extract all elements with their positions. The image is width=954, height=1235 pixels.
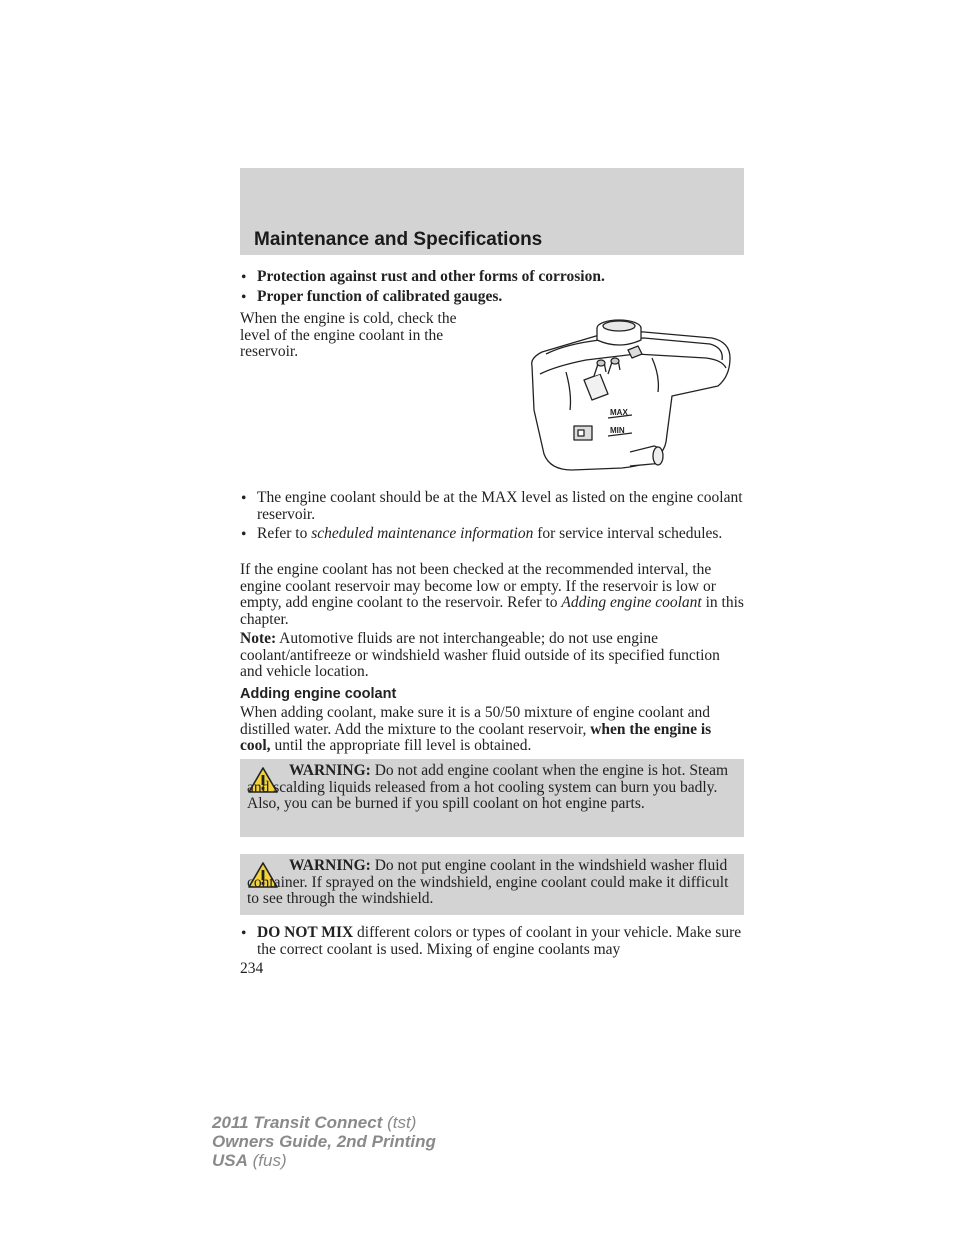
bullet-max-level: The engine coolant should be at the MAX level as listed on the engine coolant reservoir. (257, 489, 743, 523)
bullet-do-not-mix: DO NOT MIX different colors or types of coolant in your vehicle. Make sure the correct coolant is used. Mixing of engine coolants may (257, 924, 742, 958)
bullet-rust-protection: Protection against rust and other forms of corrosion. (257, 268, 605, 285)
min-level-label: MIN (610, 426, 625, 435)
footer-line-3: USA (fus) (212, 1151, 287, 1170)
warning-box-washer-fluid (240, 854, 744, 915)
section-header (240, 168, 744, 255)
footer-line-2: Owners Guide, 2nd Printing (212, 1132, 436, 1151)
document-footer (212, 1113, 436, 1170)
bullet-maintenance-reference: Refer to scheduled maintenance information for service interval schedules. (257, 525, 723, 542)
warning-label: WARNING: (289, 857, 371, 874)
coolant-reservoir-illustration (526, 314, 736, 472)
bullet-symbol: • (241, 289, 247, 306)
section-title: Maintenance and Specifications (254, 229, 543, 250)
warning-box-hot-engine (240, 759, 744, 837)
maintenance-info-reference: scheduled maintenance information (311, 525, 534, 542)
footer-line-1: 2011 Transit Connect (tst) (212, 1113, 417, 1132)
bullet-symbol: • (241, 526, 247, 543)
intro-paragraph: When the engine is cold, check the level of the engine coolant in the reservoir. (240, 310, 457, 361)
warning-label: WARNING: (289, 762, 371, 779)
adding-coolant-reference: Adding engine coolant (561, 594, 702, 612)
warning-text: WARNING: Do not add engine coolant when the engine is hot. Steam and scalding liquids released from a hot cooling system can burn you badly. Also, you can be burned if you spill coolant on hot engine parts. (247, 762, 729, 813)
note-label: Note: (240, 630, 277, 647)
page-number: 234 (240, 960, 264, 977)
adding-coolant-paragraph: When adding coolant, make sure it is a 50/50 mixture of engine coolant and distilled water. Add the mixture to the coolant reservoir, when the engine is cool, until the appropriate fill level is obtained. (240, 704, 712, 755)
note-paragraph: Note: Automotive fluids are not interchangeable; do not use engine coolant/antifreeze or windshield washer fluid outside of its specified function and vehicle location. (240, 630, 720, 681)
adding-coolant-heading: Adding engine coolant (240, 686, 397, 702)
bullet-symbol: • (241, 490, 247, 507)
bullet-symbol: • (241, 925, 247, 942)
bullet-calibrated-gauges: Proper function of calibrated gauges. (257, 288, 503, 305)
max-level-label: MAX (610, 408, 628, 417)
warning-text: WARNING: Do not put engine coolant in the windshield washer fluid container. If sprayed on the windshield, engine coolant could make it difficult to see through the windshield. (247, 857, 729, 908)
bullet-symbol: • (241, 269, 247, 286)
coolant-check-paragraph: If the engine coolant has not been checked at the recommended interval, the engine coolant reservoir may become low or empty. If the reservoir is low or empty, add engine coolant to the reservoir. Refer to Adding engine coolant in this chapter. (240, 561, 744, 628)
